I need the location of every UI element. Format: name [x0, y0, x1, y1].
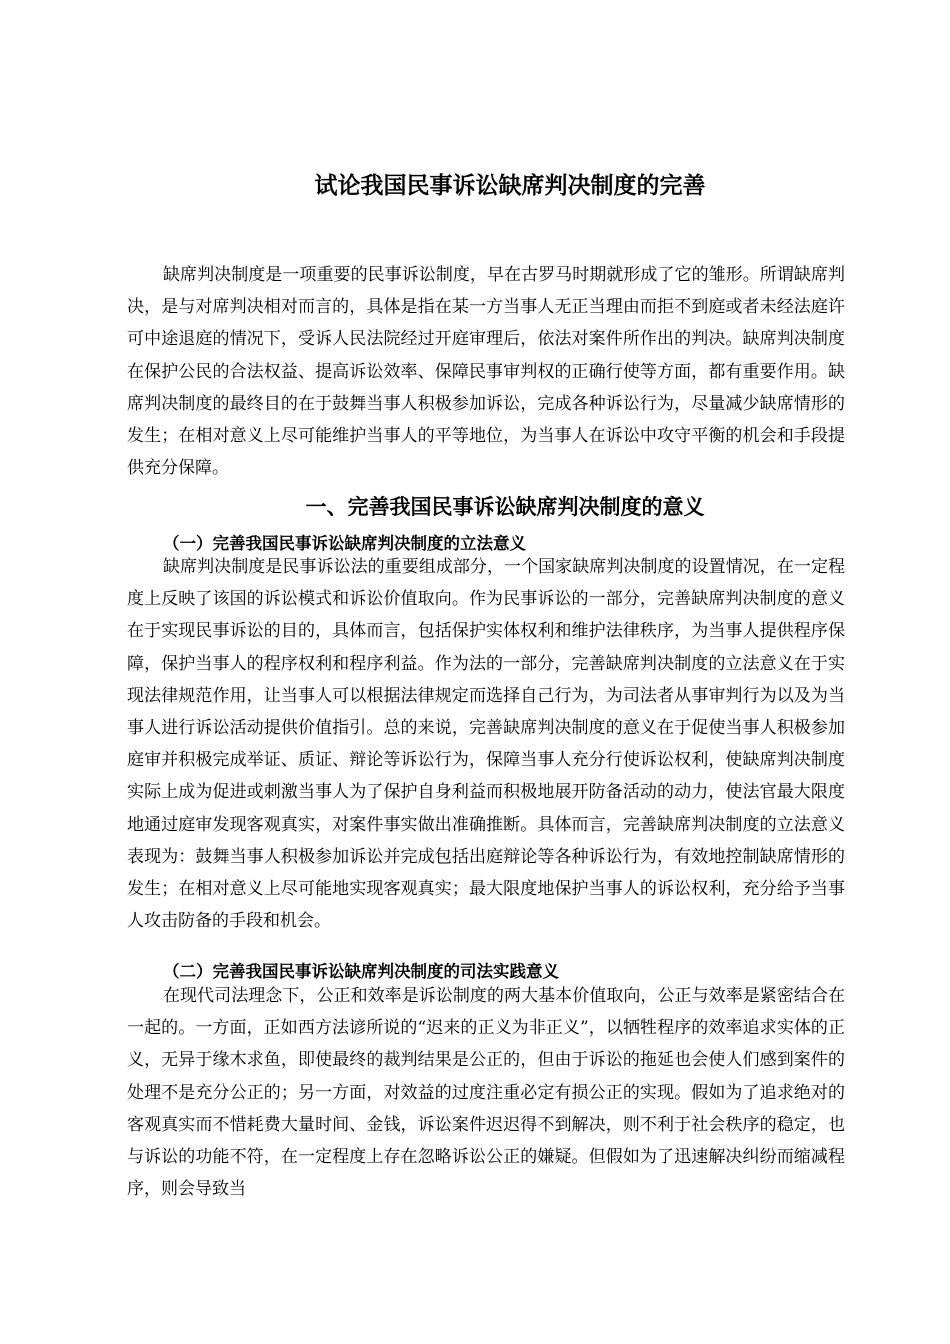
subsection-1-paragraph: 缺席判决制度是民事诉讼法的重要组成部分，一个国家缺席判决制度的设置情况，在一定程度上反映了该国的诉讼模式和诉讼价值取向。作为民事诉讼的一部分，完善缺席判决制度的意义在于实现民事诉讼的目的，具体而言，包括保护实体权利和维护法律秩序，为当事人提供程序保障，保护当事人的程序权利和程序利益。作为法的一部分，完善缺席判决制度的立法意义在于实现法律规范作用，让当事人可以根据法律规定而选择自己行为，为司法者从事审判行为以及为当事人进行诉讼活动提供价值指引。总的来说，完善缺席判决制度的意义在于促使当事人积极参加庭审并积极完成举证、质证、辩论等诉讼行为，保障当事人充分行使诉讼权利，使缺席判决制度实际上成为促进或刺激当事人为了保护自身利益而积极地展开防备活动的动力，使法官最大限度地通过庭审发现客观真实，对案件事实做出准确推断。具体而言，完善缺席判决制度的立法意义表现为：鼓舞当事人积极参加诉讼并完成包括出庭辩论等各种诉讼行为，有效地控制缺席情形的发生；在相对意义上尽可能地实现客观真实；最大限度地保护当事人的诉讼权利，充分给予当事人攻击防备的手段和机会。: [127, 557, 845, 932]
subsection-heading-2: （二）完善我国民事诉讼缺席判决制度的司法实践意义: [163, 962, 559, 981]
subsection-2-paragraph: 在现代司法理念下，公正和效率是诉讼制度的两大基本价值取向，公正与效率是紧密结合在一起的。一方面，正如西方法谚所说的“迟来的正义为非正义”，以牺牲程序的效率追求实体的正义，无异于缘木求鱼，即使最终的裁判结果是公正的，但由于诉讼的拖延也会使人们感到案件的处理不是充分公正的；另一方面，对效益的过度注重必定有损公正的实现。假如为了追求绝对的客观真实而不惜耗费大量时间、金钱，诉讼案件迟迟得不到解决，则不利于社会秩序的稳定，也与诉讼的功能不符，在一定程度上存在忽略诉讼公正的嫌疑。但假如为了迅速解决纠纷而缩减程序，则会导致当: [127, 986, 845, 1200]
subsection-heading-1: （一）完善我国民事诉讼缺席判决制度的立法意义: [163, 534, 526, 553]
document-title: 试论我国民事诉讼缺席判决制度的完善: [314, 173, 706, 199]
section-heading-1: 一、完善我国民事诉讼缺席判决制度的意义: [305, 495, 705, 519]
intro-paragraph: 缺席判决制度是一项重要的民事诉讼制度，早在古罗马时期就形成了它的雏形。所谓缺席判决，是与对席判决相对而言的，具体是指在某一方当事人无正当理由而拒不到庭或者未经法庭许可中途退庭的情况下，受诉人民法院经过开庭审理后，依法对案件所作出的判决。缺席判决制度在保护公民的合法权益、提高诉讼效率、保障民事审判权的正确行使等方面，都有重要作用。缺席判决制度的最终目的在于鼓舞当事人积极参加诉讼，完成各种诉讼行为，尽量减少缺席情形的发生；在相对意义上尽可能维护当事人的平等地位，为当事人在诉讼中攻守平衡的机会和手段提供充分保障。: [127, 265, 845, 479]
